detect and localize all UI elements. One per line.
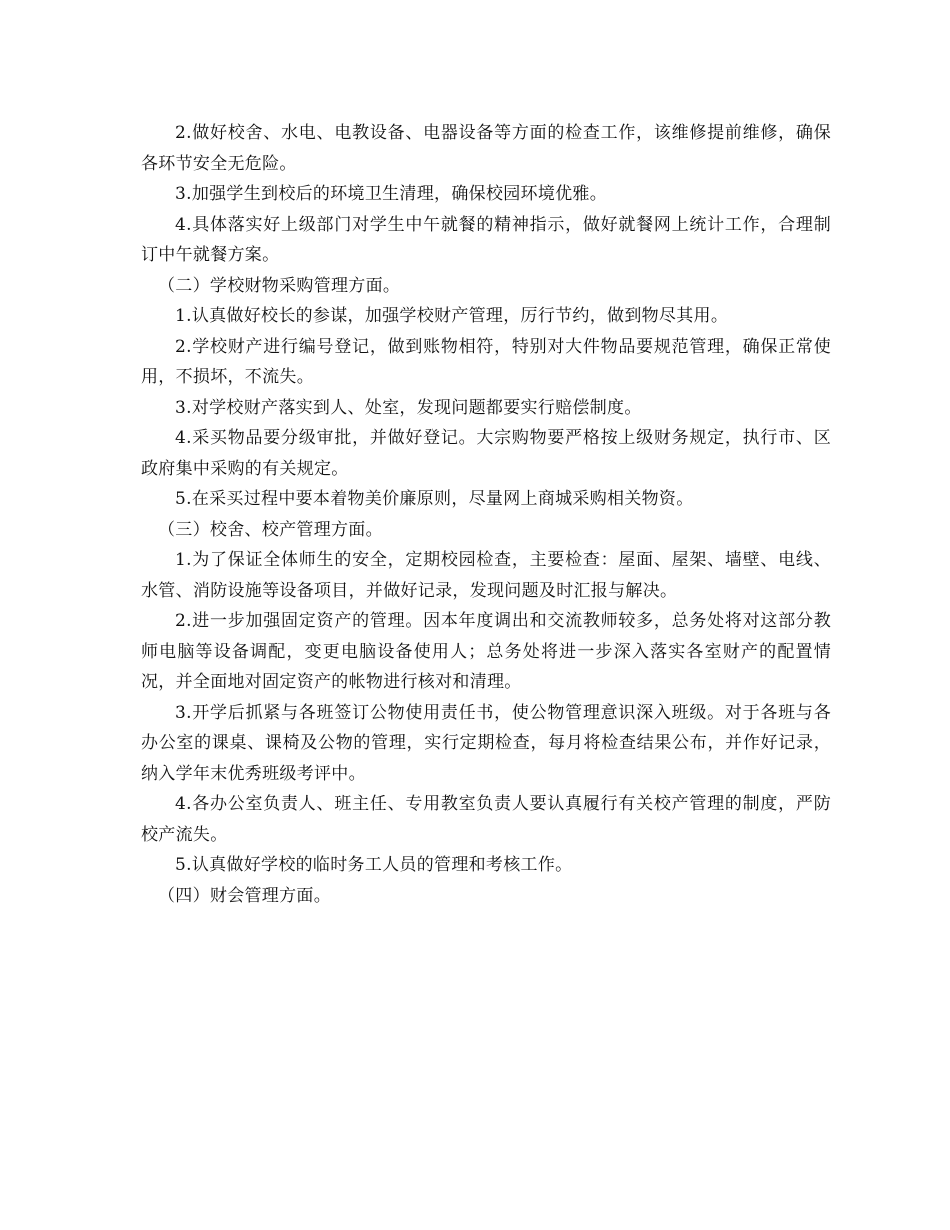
document-body [141,118,831,911]
paragraph-item: 1.为了保证全体师生的安全，定期校园检查，主要检查：屋面、屋架、墙壁、电线、水管、消防设施等设备项目，并做好记录，发现问题及时汇报与解决。 [141,550,831,601]
paragraph-item: 3.对学校财产落实到人、处室，发现问题都要实行赔偿制度。 [175,397,642,418]
paragraph-item: 2.进一步加强固定资产的管理。因本年度调出和交流教师较多，总务处将对这部分教师电脑等设备调配，变更电脑设备使用人；总务处将进一步深入落实各室财产的配置情况，并全面地对固定资产的帐物进行核对和清理。 [141,611,831,692]
section-heading: （四）财会管理方面。 [158,885,331,906]
section-heading: （二）学校财物采购管理方面。 [158,275,401,296]
paragraph-item: 2.学校财产进行编号登记，做到账物相符，特别对大件物品要规范管理，确保正常使用，不损坏，不流失。 [141,336,831,387]
paragraph-item: 3.开学后抓紧与各班签订公物使用责任书，使公物管理意识深入班级。对于各班与各办公室的课桌、课椅及公物的管理，实行定期检查，每月将检查结果公布，并作好记录，纳入学年末优秀班级考评中。 [141,702,831,784]
paragraph-item: 5.在采买过程中要本着物美价廉原则，尽量网上商城采购相关物资。 [175,489,694,509]
paragraph-item: 5.认真做好学校的临时务工人员的管理和考核工作。 [175,855,573,875]
paragraph-item: 4.采买物品要分级审批，并做好登记。大宗购物要严格按上级财务规定，执行市、区政府集中采购的有关规定。 [141,428,831,479]
paragraph-item: 2.做好校舍、水电、电教设备、电器设备等方面的检查工作，该维修提前维修，确保各环节安全无危险。 [141,123,831,174]
paragraph-item: 1.认真做好校长的参谋，加强学校财产管理，厉行节约，做到物尽其用。 [175,306,729,326]
paragraph-item: 4.具体落实好上级部门对学生中午就餐的精神指示，做好就餐网上统计工作，合理制订中午就餐方案。 [141,214,831,265]
paragraph-item: 3.加强学生到校后的环境卫生清理，确保校园环境优雅。 [175,184,608,204]
section-heading: （三）校舍、校产管理方面。 [158,519,383,540]
paragraph-item: 4.各办公室负责人、班主任、专用教室负责人要认真履行有关校产管理的制度，严防校产流失。 [141,794,831,845]
